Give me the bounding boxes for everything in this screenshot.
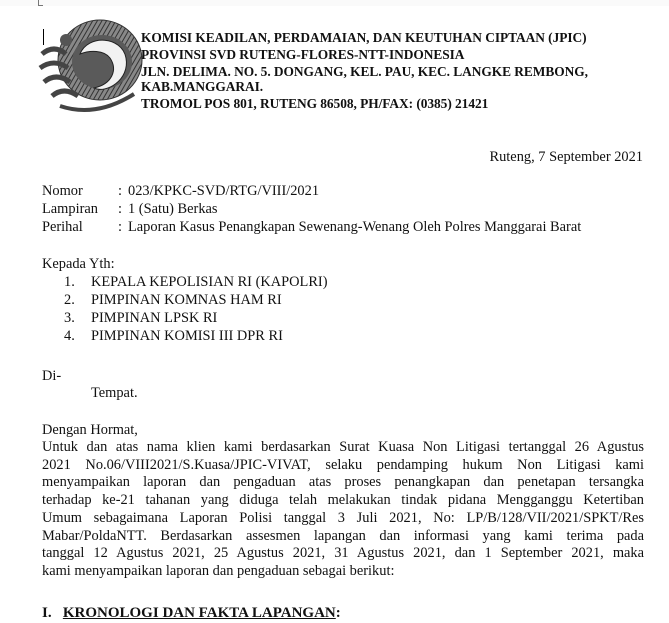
- meta-nomor-label: Nomor: [42, 183, 83, 199]
- section-number: I.: [42, 605, 52, 621]
- recipient-item: PIMPINAN KOMISI III DPR RI: [91, 328, 283, 344]
- paragraph-line: Mabar/PoldaNTT. Berdasarkan assesmen lapangan dan informasi yang kami terima pada: [42, 528, 644, 544]
- meta-lampiran-value: 1 (Satu) Berkas: [128, 201, 218, 217]
- meta-colon: :: [118, 201, 122, 217]
- margin-corner-mark: [38, 0, 43, 6]
- paragraph-line: Untuk dan atas nama klien kami berdasarkan Surat Kuasa Non Litigasi tertanggal 26 Agustus: [42, 439, 644, 455]
- section-colon: :: [335, 605, 341, 621]
- paragraph-line: menyampaikan laporan dan pengaduan atas proses penangkapan dan penetapan tersangka: [42, 474, 644, 490]
- letterhead-line-4: KAB.MANGGARAI.: [141, 79, 264, 94]
- jpic-logo: [36, 14, 146, 114]
- recipient-item: PIMPINAN KOMNAS HAM RI: [91, 292, 282, 308]
- paragraph-line: tanggal 12 Agustus 2021, 25 Agustus 2021, 31 Agustus 2021, dan 1 September 2021, maka: [42, 545, 644, 561]
- recipient-number: 3.: [64, 310, 75, 326]
- meta-perihal-label: Perihal: [42, 219, 83, 235]
- paragraph-line: Umum sebagaimana Laporan Polisi tanggal 3 Juli 2021, No: LP/B/128/VII/2021/SPKT/Res: [42, 510, 644, 526]
- recipient-number: 2.: [64, 292, 75, 308]
- letter-date: Ruteng, 7 September 2021: [489, 149, 643, 165]
- letterhead-line-3: JLN. DELIMA. NO. 5. DONGANG, KEL. PAU, KEC. LANGKE REMBONG,: [141, 64, 588, 79]
- meta-colon: :: [118, 183, 122, 199]
- letterhead-line-2: PROVINSI SVD RUTENG-FLORES-NTT-INDONESIA: [141, 47, 465, 62]
- paragraph-line: terhadap ke-21 tahanan yang diduga telah melakukan tindak pidana Mengganggu Ketertiban: [42, 492, 644, 508]
- letterhead-line-1: KOMISI KEADILAN, PERDAMAIAN, DAN KEUTUHAN CIPTAAN (JPIC): [141, 30, 587, 45]
- recipients-heading: Kepada Yth:: [42, 256, 115, 272]
- letterhead-line-5: TROMOL POS 801, RUTENG 86508, PH/FAX: (0385) 21421: [141, 96, 489, 111]
- section-heading: [42, 604, 341, 623]
- recipient-item: PIMPINAN LPSK RI: [91, 310, 218, 326]
- text-cursor: [43, 29, 44, 45]
- place-di: Di-: [42, 368, 62, 384]
- paragraph-line: 2021 No.06/VIII2021/S.Kuasa/JPIC-VIVAT, selaku pendamping hukum Non Litigasi kami: [42, 457, 644, 473]
- salutation: Dengan Hormat,: [42, 422, 138, 438]
- meta-perihal-value: Laporan Kasus Penangkapan Sewenang-Wenang Oleh Polres Manggarai Barat: [128, 219, 582, 235]
- meta-lampiran-label: Lampiran: [42, 201, 98, 217]
- meta-colon: :: [118, 219, 122, 235]
- meta-nomor-value: 023/KPKC-SVD/RTG/VIII/2021: [128, 183, 320, 199]
- paragraph-line: kami menyampaikan laporan dan pengaduan sebagai berikut:: [42, 563, 395, 579]
- place-tempat: Tempat.: [91, 385, 138, 401]
- recipient-item: KEPALA KEPOLISIAN RI (KAPOLRI): [91, 274, 328, 290]
- recipient-number: 1.: [64, 274, 75, 290]
- section-title: KRONOLOGI DAN FAKTA LAPANGAN: [62, 605, 336, 621]
- page-top-edge: [0, 0, 669, 6]
- recipient-number: 4.: [64, 328, 75, 344]
